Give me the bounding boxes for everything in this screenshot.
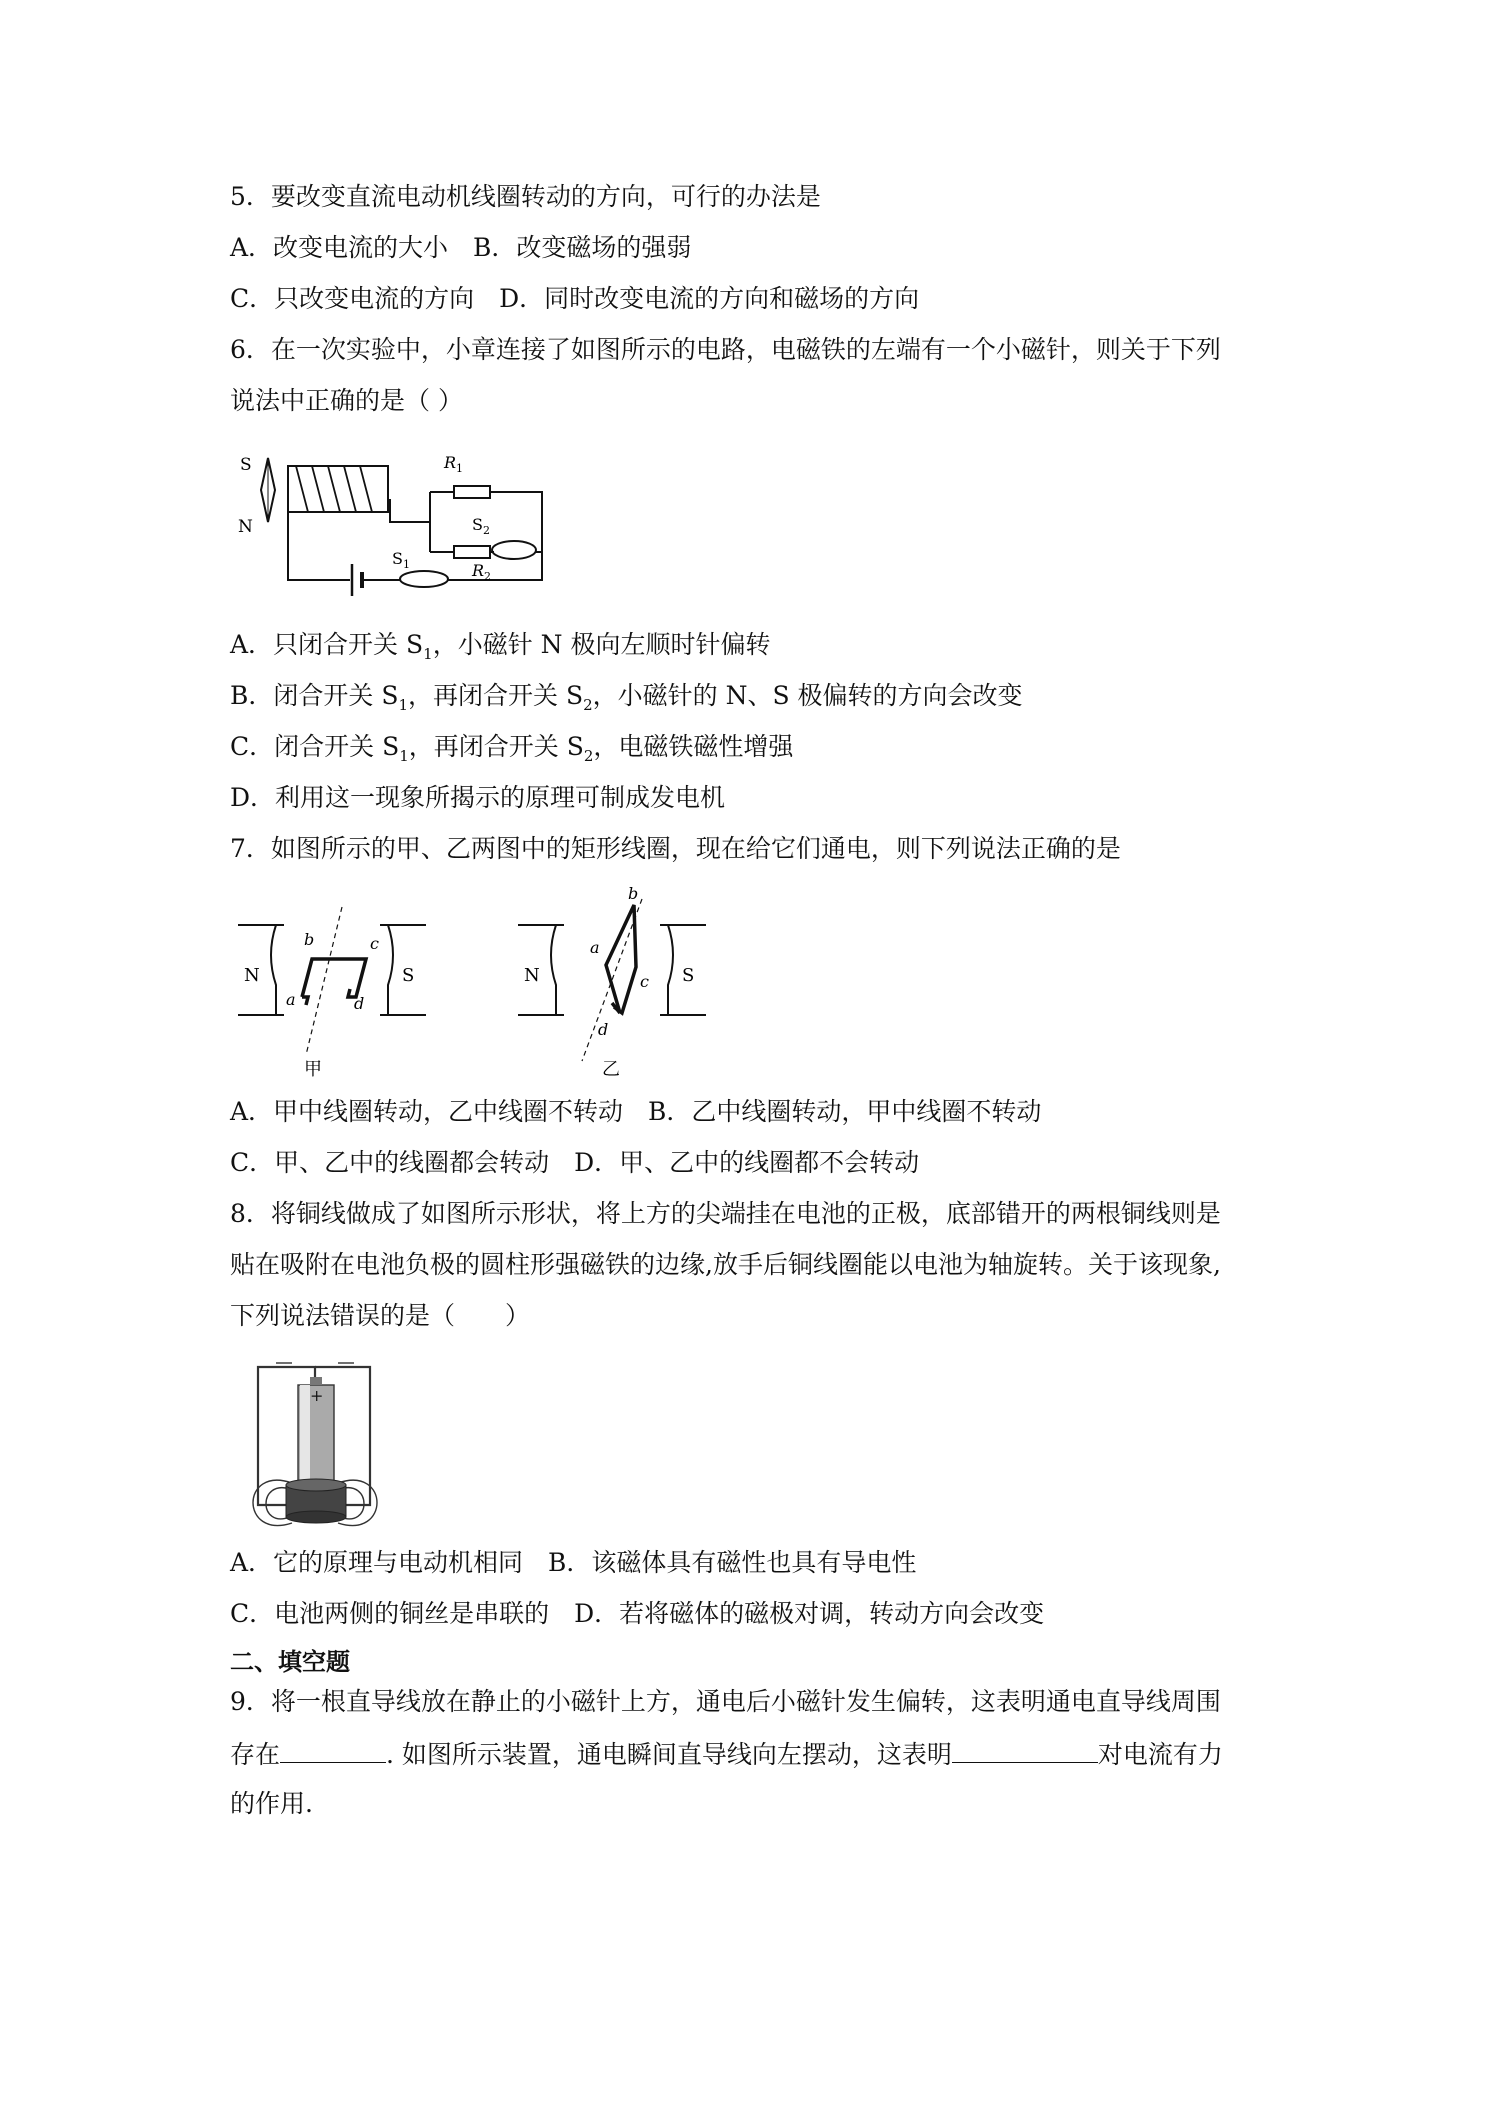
q8-stem-line2: 贴在吸附在电池负极的圆柱形强磁铁的边缘,放手后铜线圈能以电池为轴旋转。关于该现象, bbox=[230, 1250, 1221, 1279]
yi-a: a bbox=[590, 938, 600, 957]
yi-d: d bbox=[598, 1020, 609, 1039]
svg-text:R1 bbox=[443, 453, 463, 475]
battery-plus: + bbox=[310, 1386, 324, 1405]
compass-label-n: N bbox=[238, 517, 253, 537]
q5-options-ab: A．改变电流的大小 B．改变磁场的强弱 bbox=[230, 233, 692, 262]
q6-circuit-figure bbox=[230, 440, 550, 600]
switch-s1 bbox=[400, 571, 448, 587]
jia-b: b bbox=[304, 930, 315, 949]
q9-line2: 存在 . 如图所示装置，通电瞬间直导线向左摆动，这表明 对电流有力 bbox=[230, 1736, 1223, 1772]
svg-text:R2 bbox=[471, 561, 491, 583]
label-s1-sub: 1 bbox=[402, 558, 410, 571]
label-r2: R bbox=[472, 561, 485, 580]
yi-caption: 乙 bbox=[602, 1059, 620, 1080]
switch-s2 bbox=[492, 541, 536, 559]
jia-c: c bbox=[370, 934, 379, 953]
label-r1-sub: 1 bbox=[456, 462, 464, 475]
q9-line3: 的作用. bbox=[230, 1789, 313, 1818]
resistor-r1 bbox=[454, 486, 490, 498]
q7-options-cd: C．甲、乙中的线圈都会转动 D．甲、乙中的线圈都不会转动 bbox=[230, 1148, 920, 1177]
q9-blank-2[interactable] bbox=[952, 1736, 1098, 1763]
q8-options-cd: C．电池两侧的铜丝是串联的 D．若将磁体的磁极对调，转动方向会改变 bbox=[230, 1599, 1045, 1628]
yi-s: S bbox=[682, 965, 695, 986]
q8-options-ab: A．它的原理与电动机相同 B．该磁体具有磁性也具有导电性 bbox=[230, 1548, 917, 1577]
q6-stem-line2: 说法中正确的是（ ） bbox=[230, 386, 463, 415]
q8-stem-line1: 8．将铜线做成了如图所示形状，将上方的尖端挂在电池的正极，底部错开的两根铜线则是 bbox=[230, 1199, 1221, 1228]
q7-options-ab: A．甲中线圈转动，乙中线圈不转动 B．乙中线圈转动，甲中线圈不转动 bbox=[230, 1097, 1042, 1126]
q6-option-c: C．闭合开关 $S_1$，再闭合开关 $S_2$，电磁铁磁性增强 bbox=[230, 732, 794, 765]
q9-line1: 9．将一根直导线放在静止的小磁针上方，通电后小磁针发生偏转，这表明通电直导线周围 bbox=[230, 1687, 1221, 1716]
jia-n: N bbox=[244, 965, 260, 986]
label-r2-sub: 2 bbox=[484, 570, 492, 583]
label-s1: S bbox=[392, 549, 403, 568]
q5-options-cd: C．只改变电流的方向 D．同时改变电流的方向和磁场的方向 bbox=[230, 284, 920, 313]
yi-b: b bbox=[628, 885, 639, 903]
label-r1: R bbox=[444, 453, 457, 472]
label-s2-sub: 2 bbox=[482, 524, 490, 537]
q6-option-b: B．闭合开关 $S_1$，再闭合开关 $S_2$，小磁针的 N、S 极偏转的方向会改变 bbox=[230, 681, 1023, 714]
resistor-r2 bbox=[454, 546, 490, 558]
yi-c: c bbox=[640, 972, 649, 991]
coil-yi bbox=[606, 905, 636, 1013]
q8-stem-line3: 下列说法错误的是（ ） bbox=[230, 1301, 531, 1330]
q8-homopolar-motor-figure bbox=[230, 1355, 400, 1545]
jia-a: a bbox=[286, 990, 296, 1009]
section-heading-fill-in: 二、填空题 bbox=[230, 1648, 350, 1676]
q6-option-d: D．利用这一现象所揭示的原理可制成发电机 bbox=[230, 783, 726, 812]
q7-figure-jia bbox=[230, 885, 440, 1080]
electromagnet-coil bbox=[296, 466, 372, 512]
yi-n: N bbox=[524, 965, 540, 986]
svg-text:S1 bbox=[392, 549, 410, 571]
q9-blank-1[interactable] bbox=[280, 1736, 386, 1763]
q7-figure-yi bbox=[510, 885, 720, 1080]
label-s2: S bbox=[472, 515, 483, 534]
compass-label-s: S bbox=[240, 455, 252, 475]
q6-option-a: A．只闭合开关 $S_1$，小磁针 N 极向左顺时针偏转 bbox=[230, 630, 771, 663]
jia-caption: 甲 bbox=[304, 1059, 322, 1080]
coil-jia bbox=[302, 959, 366, 997]
q6-stem-line1: 6．在一次实验中，小章连接了如图所示的电路，电磁铁的左端有一个小磁针，则关于下列 bbox=[230, 335, 1221, 364]
q7-stem: 7．如图所示的甲、乙两图中的矩形线圈，现在给它们通电，则下列说法正确的是 bbox=[230, 834, 1121, 863]
svg-text:S2 bbox=[472, 515, 490, 537]
q5-stem: 5．要改变直流电动机线圈转动的方向，可行的办法是 bbox=[230, 182, 821, 211]
jia-d: d bbox=[354, 994, 365, 1013]
jia-s: S bbox=[402, 965, 415, 986]
